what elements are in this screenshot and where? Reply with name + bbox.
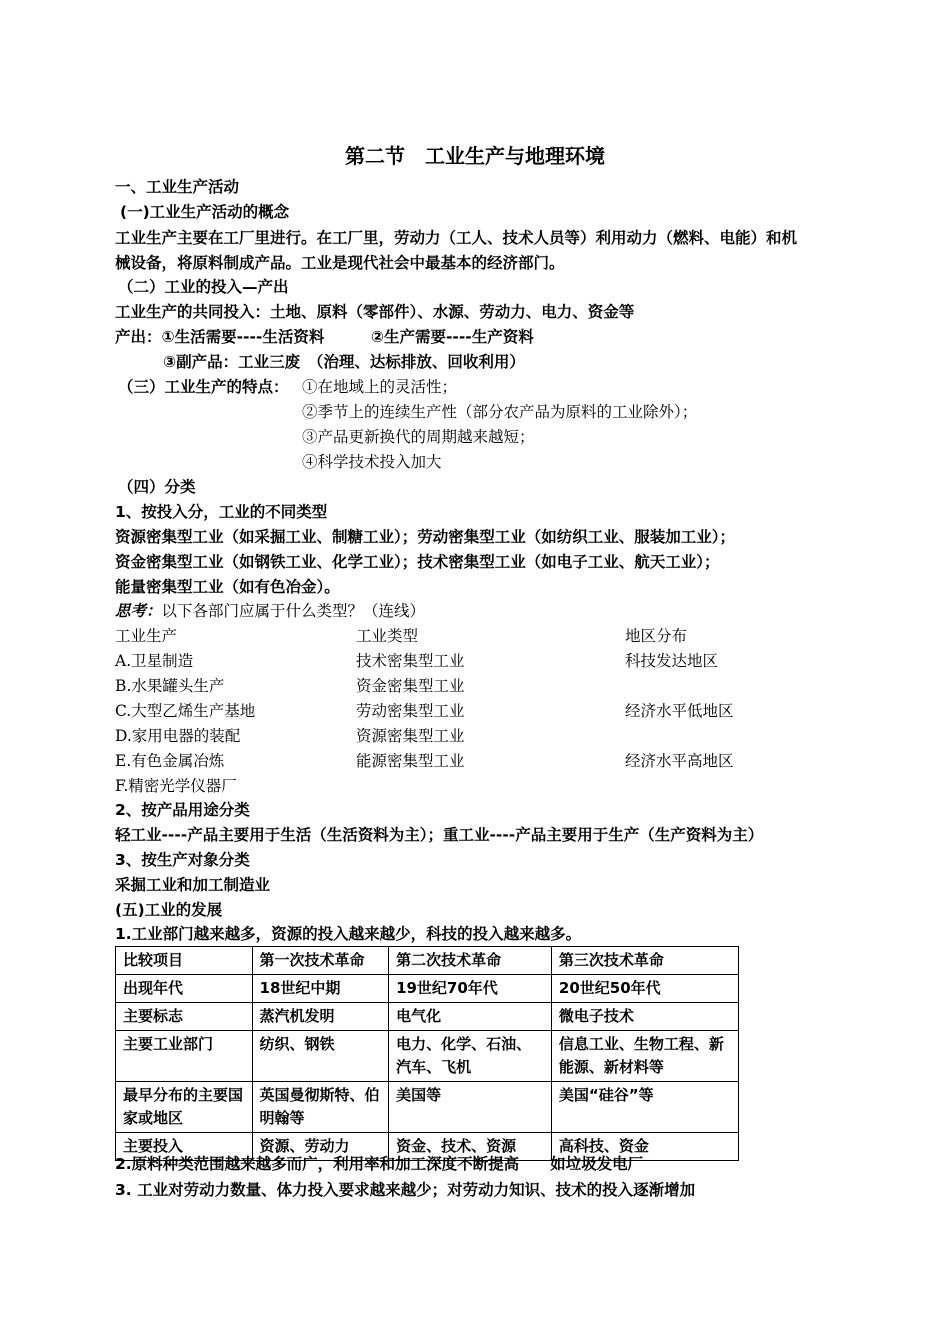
think-text: 以下各部门应属于什么类型？（连线） (161, 602, 426, 620)
table-cell: 主要标志 (116, 1003, 253, 1031)
table-row (116, 1031, 739, 1082)
table-cell: 最早分布的主要国家或地区 (116, 1082, 253, 1133)
class-types-line2: 资金密集型工业（如钢铁工业、化学工业）；技术密集型工业（如电子工业、航天工业）； (115, 553, 720, 571)
table-header-row (116, 947, 739, 975)
table-cell: 20世纪50年代 (551, 975, 738, 1003)
match-left-item: F.精密光学仪器厂 (115, 777, 237, 795)
class-heading-1: 1、按投入分，工业的不同类型 (115, 503, 328, 521)
table-header-cell: 第三次技术革命 (551, 947, 738, 975)
table-cell: 出现年代 (116, 975, 253, 1003)
table-cell: 纺织、钢铁 (252, 1031, 389, 1082)
table-cell: 美国“硅谷”等 (551, 1082, 738, 1133)
table-row (116, 1082, 739, 1133)
subsection-classification: （四）分类 (118, 478, 196, 496)
development-point-1: 1.工业部门越来越多，资源的投入越来越少，科技的投入越来越多。 (115, 925, 582, 943)
class-heading-2: 2、按产品用途分类 (115, 801, 250, 819)
feature-3: ③产品更新换代的周期越来越短； (302, 428, 535, 446)
match-right-item: 经济水平低地区 (625, 702, 734, 720)
table-row (116, 1003, 739, 1031)
table-cell: 资金、技术、资源 (389, 1133, 552, 1161)
paragraph-concept-line1: 工业生产主要在工厂里进行。在工厂里，劳动力（工人、技术人员等）利用动力（燃料、电能）和机 (115, 229, 798, 247)
table-cell: 微电子技术 (551, 1003, 738, 1031)
paragraph-inputs: 工业生产的共同投入：土地、原料（零部件）、水源、劳动力、电力、资金等 (115, 303, 635, 321)
class-object-text: 采掘工业和加工制造业 (115, 876, 271, 894)
match-mid-item: 能源密集型工业 (356, 752, 465, 770)
table-cell: 主要工业部门 (116, 1031, 253, 1082)
table-header-cell: 第二次技术革命 (389, 947, 552, 975)
table-cell: 英国曼彻斯特、伯明翰等 (252, 1082, 389, 1133)
revolution-comparison-table (115, 946, 739, 1161)
table-cell: 电力、化学、石油、汽车、飞机 (389, 1031, 552, 1082)
match-right-item: 科技发达地区 (625, 652, 719, 670)
think-label: 思考： (115, 601, 162, 620)
table-cell: 资源、劳动力 (252, 1133, 389, 1161)
match-right-item: 经济水平高地区 (625, 752, 734, 770)
match-left-item: D.家用电器的装配 (115, 727, 241, 745)
think-question (115, 600, 425, 622)
table-row (116, 975, 739, 1003)
table-cell: 主要投入 (116, 1133, 253, 1161)
section-heading-1: 一、工业生产活动 (115, 178, 240, 196)
paragraph-concept-line2: 械设备，将原料制成产品。工业是现代社会中最基本的经济部门。 (115, 254, 565, 272)
table-cell: 高科技、资金 (551, 1133, 738, 1161)
page-title: 第二节 工业生产与地理环境 (345, 144, 605, 168)
feature-1: ①在地域上的灵活性； (302, 378, 458, 396)
paragraph-byproducts: ③副产品：工业三废 （治理、达标排放、回收利用） (163, 353, 525, 371)
class-use-text: 轻工业----产品主要用于生活（生活资料为主）；重工业----产品主要用于生产（生产资料为主） (115, 826, 764, 844)
table-cell: 信息工业、生物工程、新能源、新材料等 (551, 1031, 738, 1082)
paragraph-outputs: 产出：①生活需要----生活资料 ②生产需要----生产资料 (115, 328, 534, 346)
table-header-cell: 比较项目 (116, 947, 253, 975)
match-mid-item: 资源密集型工业 (356, 727, 465, 745)
match-head-type: 工业类型 (356, 627, 419, 645)
feature-2: ②季节上的连续生产性（部分农产品为原料的工业除外）； (302, 403, 698, 421)
match-mid-item: 技术密集型工业 (356, 652, 465, 670)
class-heading-3: 3、按生产对象分类 (115, 851, 250, 869)
subsection-features: （三）工业生产的特点： (118, 378, 289, 396)
table-cell: 19世纪70年代 (389, 975, 552, 1003)
match-left-item: A.卫星制造 (115, 652, 194, 670)
table-cell: 美国等 (389, 1082, 552, 1133)
development-point-2: 2.原料种类范围越来越多而广，利用率和加工深度不断提高 如垃圾发电厂 (115, 1155, 644, 1173)
match-left-item: C.大型乙烯生产基地 (115, 702, 256, 720)
table-header-cell: 第一次技术革命 (252, 947, 389, 975)
subsection-development: (五)工业的发展 (115, 901, 223, 919)
match-head-region: 地区分布 (625, 627, 688, 645)
subsection-input-output: （二）工业的投入—产出 (118, 278, 289, 296)
match-head-production: 工业生产 (115, 627, 178, 645)
class-types-line3: 能量密集型工业（如有色冶金）。 (115, 578, 340, 596)
table-cell: 电气化 (389, 1003, 552, 1031)
subsection-concept: (一)工业生产活动的概念 (120, 203, 290, 221)
match-mid-item: 劳动密集型工业 (356, 702, 465, 720)
class-types-line1: 资源密集型工业（如采掘工业、制糖工业）；劳动密集型工业（如纺织工业、服装加工业）； (115, 528, 736, 546)
match-left-item: B.水果罐头生产 (115, 677, 225, 695)
development-point-3: 3. 工业对劳动力数量、体力投入要求越来越少；对劳动力知识、技术的投入逐渐增加 (115, 1181, 696, 1199)
table-cell: 蒸汽机发明 (252, 1003, 389, 1031)
table-cell: 18世纪中期 (252, 975, 389, 1003)
feature-4: ④科学技术投入加大 (302, 453, 442, 471)
match-left-item: E.有色金属冶炼 (115, 752, 225, 770)
match-mid-item: 资金密集型工业 (356, 677, 465, 695)
